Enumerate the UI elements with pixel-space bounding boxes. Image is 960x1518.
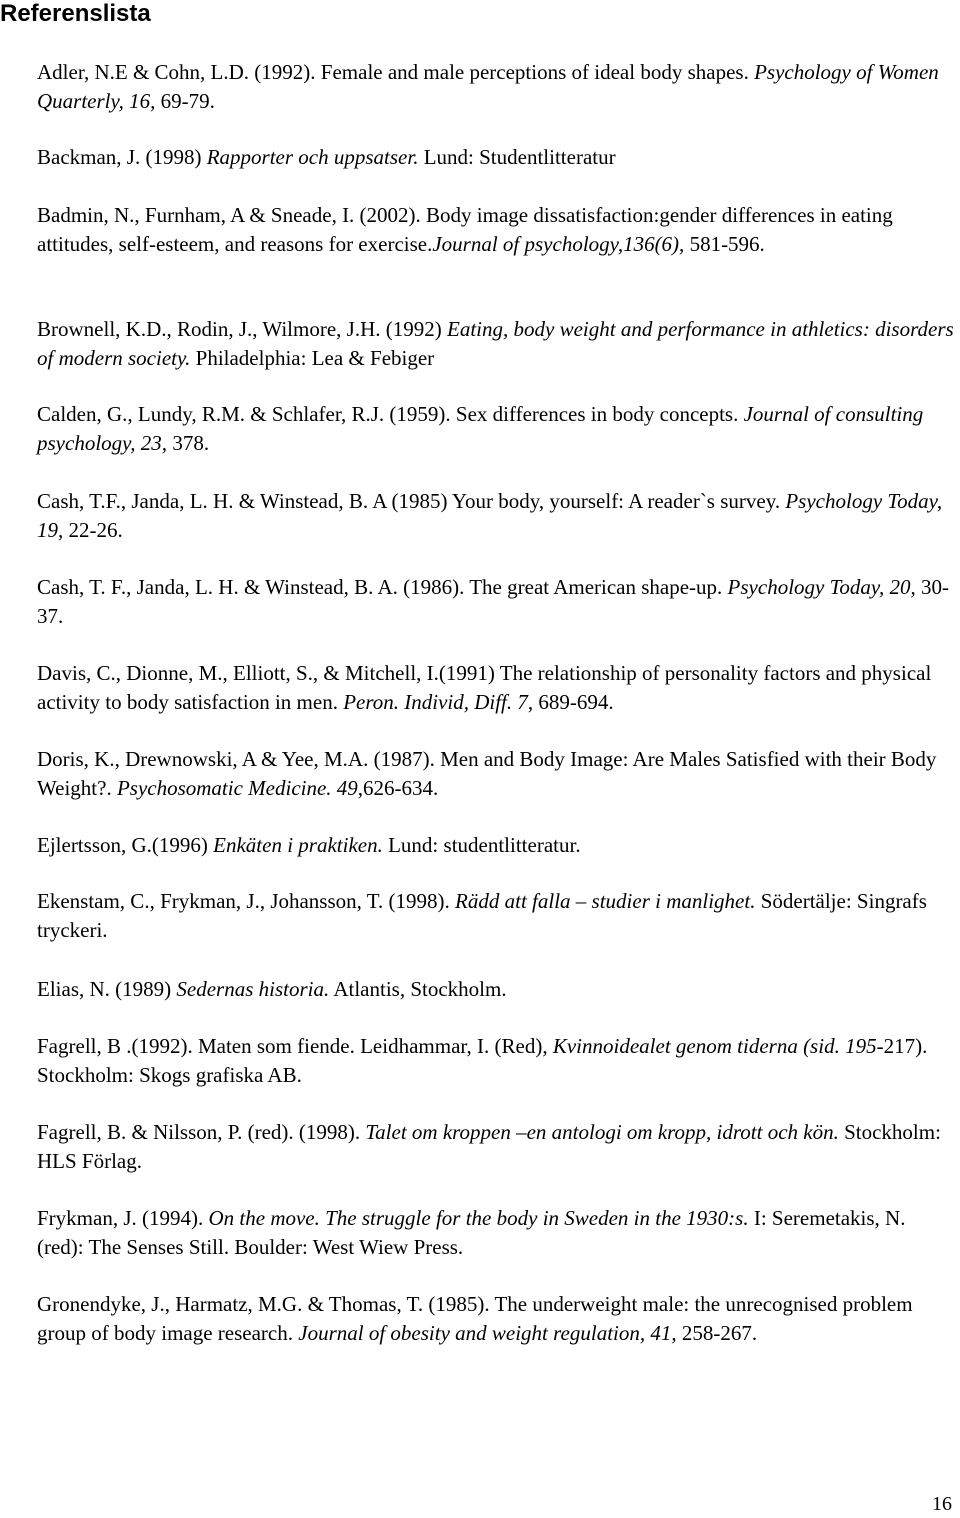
reference-entry (37, 573, 955, 631)
reference-entry (37, 1032, 955, 1090)
reference-text: Cash, T. F., Janda, L. H. & Winstead, B. A. (1986). The great American shape-up. Psychology Today, 20, 30-37. (37, 575, 950, 628)
reference-text: Cash, T.F., Janda, L. H. & Winstead, B. A (1985) Your body, yourself: A reader`s survey. Psychology Today, 19, 22-26. (37, 489, 943, 542)
reference-entry (37, 1204, 955, 1262)
reference-text: Adler, N.E & Cohn, L.D. (1992). Female and male perceptions of ideal body shapes. Psychology of Women Quarterly, 16, 69-79. (37, 60, 939, 113)
page-number: 16 (932, 1493, 952, 1515)
reference-text: Doris, K., Drewnowski, A & Yee, M.A. (1987). Men and Body Image: Are Males Satisfied with their Body Weight?. Psychosomatic Medicine. 49,626-634. (37, 747, 937, 800)
reference-text: Badmin, N., Furnham, A & Sneade, I. (2002). Body image dissatisfaction:gender differences in eating attitudes, self-esteem, and reasons for exercise.Journal of psychology,136(6), 581-596. (37, 203, 893, 256)
reference-entry (37, 143, 955, 172)
reference-entry (37, 831, 955, 860)
reference-text: Elias, N. (1989) Sedernas historia. Atlantis, Stockholm. (37, 977, 507, 1001)
page-title: Referenslista (0, 0, 151, 27)
reference-text: Ejlertsson, G.(1996) Enkäten i praktiken. Lund: studentlitteratur. (37, 833, 581, 857)
reference-entry (37, 400, 955, 458)
reference-text: Calden, G., Lundy, R.M. & Schlafer, R.J. (1959). Sex differences in body concepts. Journal of consulting psychology, 23, 378. (37, 402, 924, 455)
reference-entry (37, 887, 955, 945)
reference-text: Ekenstam, C., Frykman, J., Johansson, T. (1998). Rädd att falla – studier i manlighet. Södertälje: Singrafs tryckeri. (37, 889, 927, 942)
reference-entry (37, 487, 955, 545)
reference-text: Brownell, K.D., Rodin, J., Wilmore, J.H. (1992) Eating, body weight and performance in athletics: disorders of modern society. Philadelphia: Lea & Febiger (37, 317, 954, 370)
reference-entry (37, 975, 955, 1004)
reference-entry (37, 201, 955, 259)
reference-text: Davis, C., Dionne, M., Elliott, S., & Mitchell, I.(1991) The relationship of personality factors and physical activity to body satisfaction in men. Peron. Individ, Diff. 7, 689-694. (37, 661, 932, 714)
reference-entry (37, 1118, 955, 1176)
reference-entry (37, 1290, 955, 1348)
reference-text: Backman, J. (1998) Rapporter och uppsatser. Lund: Studentlitteratur (37, 145, 616, 169)
reference-text: Gronendyke, J., Harmatz, M.G. & Thomas, T. (1985). The underweight male: the unrecognised problem group of body image research. Journal of obesity and weight regulation, 41, 258-267. (37, 1292, 913, 1345)
reference-entry (37, 745, 955, 803)
reference-entry (37, 58, 955, 116)
reference-text: Fagrell, B. & Nilsson, P. (red). (1998). Talet om kroppen –en antologi om kropp, idrott och kön. Stockholm: HLS Förlag. (37, 1120, 941, 1173)
reference-text: Fagrell, B .(1992). Maten som fiende. Leidhammar, I. (Red), Kvinnoidealet genom tiderna (sid. 195-217). Stockholm: Skogs grafiska AB. (37, 1034, 928, 1087)
reference-entry (37, 659, 955, 717)
reference-entry (37, 315, 955, 373)
reference-text: Frykman, J. (1994). On the move. The struggle for the body in Sweden in the 1930:s. I: Seremetakis, N. (red): The Senses Still. Boulder: West Wiew Press. (37, 1206, 906, 1259)
